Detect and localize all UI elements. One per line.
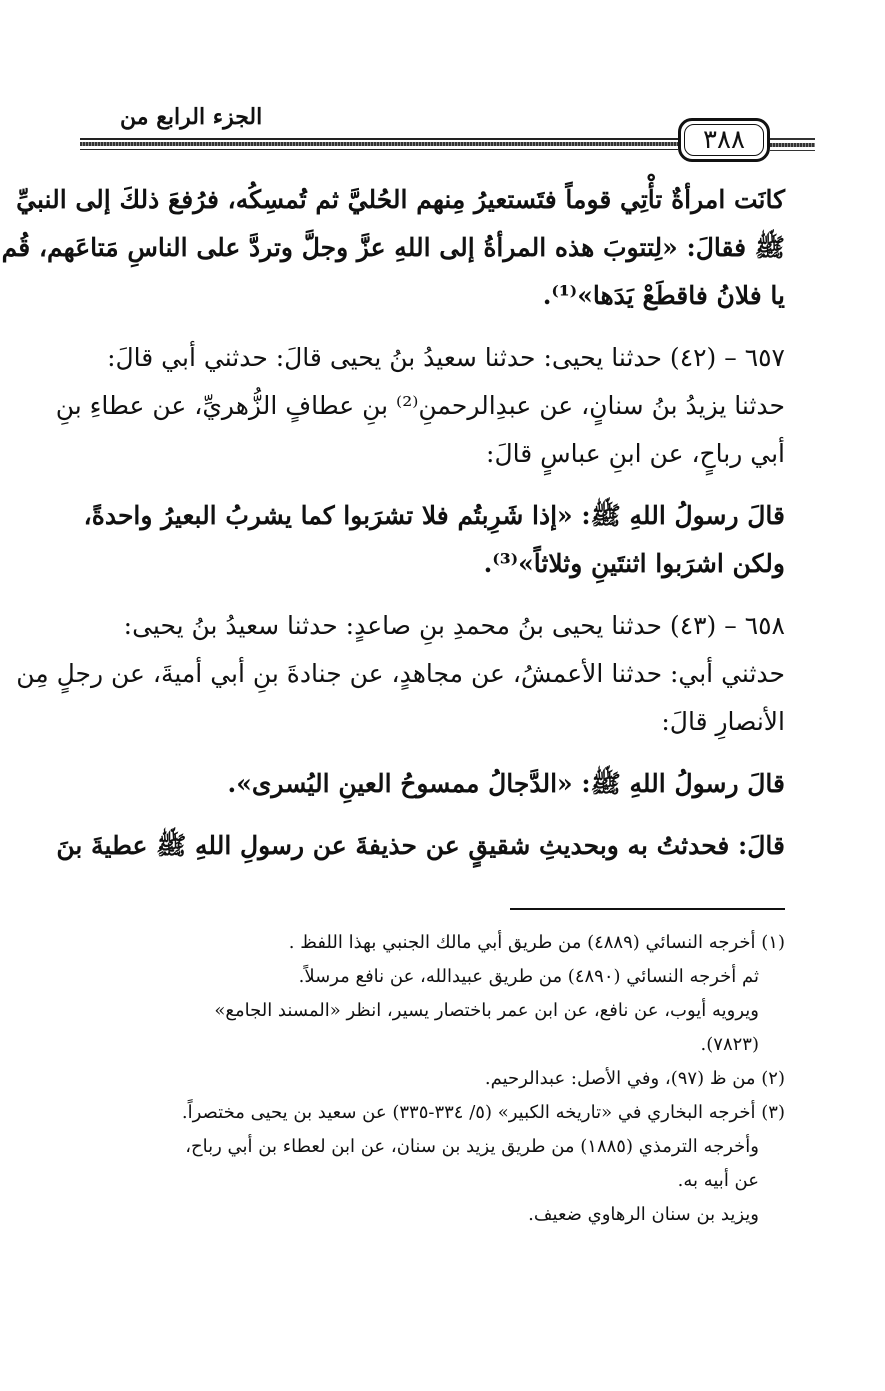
header-rule-pattern <box>80 142 678 146</box>
footnote-line: ثم أخرجه النسائي (٤٨٩٠) من طريق عبيدالله، عن نافع مرسلاً. <box>298 966 759 987</box>
text-line: ﷺ فقالَ: «لِتتوبَ هذه المرأةُ إلى اللهِ عزَّ وجلَّ وتردَّ على الناسِ مَتاعَهم، قُم <box>1 233 785 262</box>
text-line: حدثنا يزيدُ بنُ سنانٍ، عن عبدِالرحمنِ⁽²⁾ بنِ عطافٍ الزُّهريِّ، عن عطاءِ بنِ <box>55 391 785 420</box>
header-rule-right <box>770 138 815 140</box>
footnote-line: وأخرجه الترمذي (١٨٨٥) من طريق يزيد بن سنان، عن ابن لعطاء بن أبي رباح، <box>185 1136 759 1157</box>
text-line: قالَ: فحدثتُ به وبحديثِ شقيقٍ عن حذيفةَ عن رسولِ اللهِ ﷺ عطيةَ بنَ <box>56 831 785 860</box>
text-line: كانَت امرأةٌ تأْتِي قوماً فتَستعيرُ مِنهم الحُليَّ ثم تُمسِكُه، فرُفعَ ذلكَ إلى النبيِّ <box>16 185 785 214</box>
text-line: قالَ رسولُ اللهِ ﷺ: «إذا شَرِبتُم فلا تشرَبوا كما يشربُ البعيرُ واحدةً، <box>83 501 785 530</box>
main-text <box>1 176 785 870</box>
running-title: الجزء الرابع من <box>120 104 263 130</box>
footnote-line: عن أبيه به. <box>677 1170 759 1191</box>
text-line: قالَ رسولُ اللهِ ﷺ: «الدَّجالُ ممسوحُ العينِ اليُسرى». <box>227 769 785 798</box>
header-rule-thin <box>80 149 678 150</box>
text-line: ٦٥٧ – (٤٢) حدثنا يحيى: حدثنا سعيدُ بنُ يحيى قالَ: حدثني أبي قالَ: <box>107 343 785 372</box>
header-rule-right-thin <box>770 150 815 151</box>
header-rule-right-pattern <box>770 143 815 147</box>
text-line: ٦٥٨ – (٤٣) حدثنا يحيى بنُ محمدِ بنِ صاعدٍ: حدثنا سعيدُ بنُ يحيى: <box>123 611 785 640</box>
page-header <box>80 104 815 164</box>
footnote-line: ويرويه أيوب، عن نافع، عن ابن عمر باختصار يسير، انظر «المسند الجامع» <box>214 1000 759 1021</box>
footnote-line: (٧٨٢٣). <box>700 1034 759 1055</box>
footnotes <box>80 926 785 1232</box>
footnote-line: (٢) من ظ (٩٧)، وفي الأصل: عبدالرحيم. <box>484 1068 785 1089</box>
text-line: الأنصارِ قالَ: <box>661 707 785 736</box>
text-line: حدثني أبي: حدثنا الأعمشُ، عن مجاهدٍ، عن جنادةَ بنِ أبي أميةَ، عن رجلٍ مِن <box>16 659 785 688</box>
footnote-line: (٣) أخرجه البخاري في «تاريخه الكبير» (٥/ ٣٣٤-٣٣٥) عن سعيد بن يحيى مختصراً. <box>181 1102 785 1123</box>
footnote-line: (١) أخرجه النسائي (٤٨٨٩) من طريق أبي مالك الجنبي بهذا اللفظ . <box>288 932 785 953</box>
footnote-line: ويزيد بن سنان الرهاوي ضعيف. <box>528 1204 759 1225</box>
footnote-separator <box>510 908 785 910</box>
text-line: ولكن اشرَبوا اثنتَينِ وثلاثاً»⁽³⁾. <box>483 549 785 578</box>
text-line: أبي رباحٍ، عن ابنِ عباسٍ قالَ: <box>486 439 785 468</box>
text-line: يا فلانُ فاقطَعْ يَدَها»⁽¹⁾. <box>542 281 785 310</box>
page-number: ٣٨٨ <box>678 118 770 162</box>
header-rule <box>80 138 678 140</box>
